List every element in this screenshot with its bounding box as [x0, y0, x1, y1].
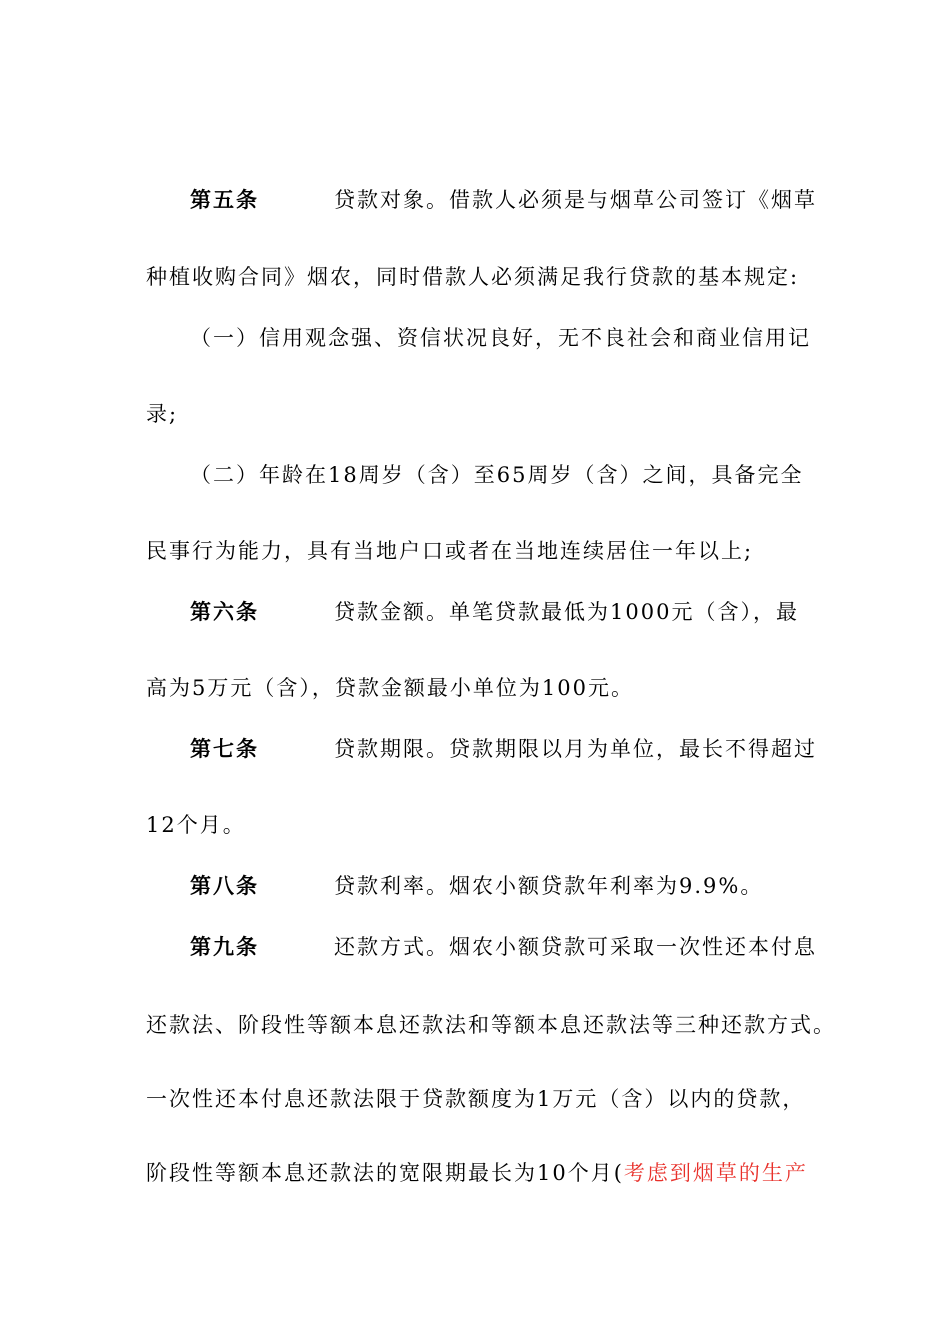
article-9-line-4 — [146, 1158, 806, 1188]
article-9-line-2: 还款法、阶段性等额本息还款法和等额本息还款法等三种还款方式。 — [146, 1013, 836, 1037]
article-9-line-1 — [190, 932, 850, 962]
article-5-line-2: 种植收购合同》烟农，同时借款人必须满足我行贷款的基本规定: — [146, 265, 800, 289]
article-7-line-2: 12个月。 — [146, 813, 246, 837]
article-7-number: 第七条 — [190, 736, 259, 761]
article-6-text-1: 贷款金额。单笔贷款最低为1000元（含），最 — [334, 600, 799, 624]
article-9-line-3: 一次性还本付息还款法限于贷款额度为1万元（含）以内的贷款， — [146, 1087, 806, 1111]
article-5-line-1 — [190, 185, 850, 215]
article-8-number: 第八条 — [190, 873, 259, 898]
article-5-number: 第五条 — [190, 187, 259, 212]
article-9-highlight-text: 考虑到烟草的生产 — [623, 1161, 808, 1185]
article-9-text-1: 还款方式。烟农小额贷款可采取一次性还本付息 — [334, 935, 817, 959]
article-6-line-1 — [190, 597, 850, 627]
article-9-text-4: 阶段性等额本息还款法的宽限期最长为10个月( — [146, 1161, 624, 1185]
article-5-item-2-line-1: （二）年龄在18周岁（含）至65周岁（含）之间，具备完全 — [190, 463, 804, 487]
article-5-item-1-line-2: 录; — [146, 402, 179, 426]
article-9-number: 第九条 — [190, 934, 259, 959]
article-6-number: 第六条 — [190, 599, 259, 624]
article-6-line-2: 高为5万元（含），贷款金额最小单位为100元。 — [146, 676, 634, 700]
article-5-item-1-line-1: （一）信用观念强、资信状况良好，无不良社会和商业信用记 — [190, 326, 811, 350]
article-5-text-1: 贷款对象。借款人必须是与烟草公司签订《烟草 — [334, 188, 817, 212]
article-7-text-1: 贷款期限。贷款期限以月为单位，最长不得超过 — [334, 737, 817, 761]
article-7-line-1 — [190, 734, 850, 764]
article-8-line-1 — [190, 871, 850, 901]
article-5-item-2-line-2: 民事行为能力，具有当地户口或者在当地连续居住一年以上; — [146, 539, 754, 563]
article-8-text-1: 贷款利率。烟农小额贷款年利率为9.9%。 — [334, 874, 764, 898]
